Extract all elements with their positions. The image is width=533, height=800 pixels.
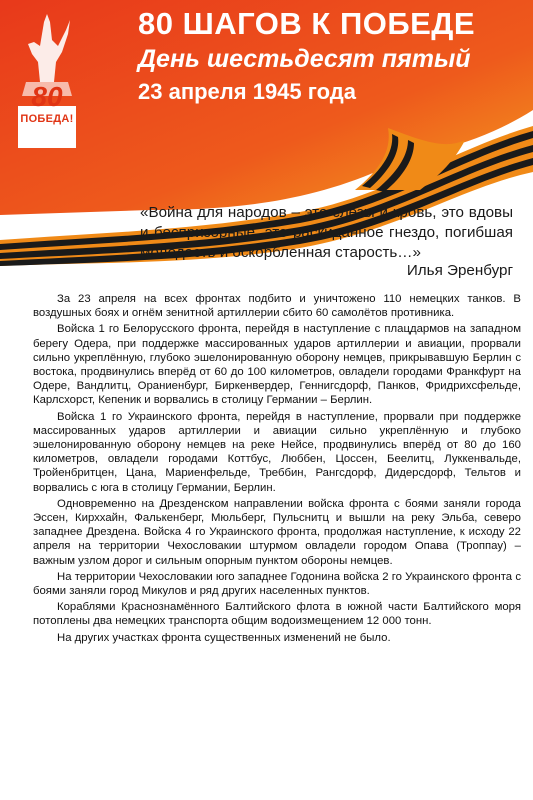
epigraph-quote: «Война для народов – это слезы и кровь, это вдовы и беспризорные, это раскиданное гнездо, погибшая молодость и оскорбленная старость…» [140, 204, 513, 261]
paragraph: Кораблями Краснознамённого Балтийского флота в южной части Балтийского моря потоплены два немецких транспорта общим водоизмещением 12 000 тонн. [33, 601, 521, 628]
paragraph: За 23 апреля на всех фронтах подбито и уничтожено 110 немецких танков. В воздушных боях и огнём зенитной артиллерии сбито 60 самолётов противника. [33, 293, 521, 320]
logo-number: 80 [31, 81, 63, 112]
paragraph: Одновременно на Дрезденском направлении войска фронта с боями заняли города Эссен, Кирххайн, Фалькенберг, Мюльберг, Пульснитц и вышли на реку Эльба, северо западнее Дрездена. Войска 4 го Украинского фронта, продолжая наступление, к исходу 22 апреля на территории Чехословакии штурмом овладели городом Опава (Троппау) – важным узлом дорог и сильным опорным пунктом обороны немцев. [33, 497, 521, 567]
paragraph: Войска 1 го Украинского фронта, перейдя в наступление, прорвали при поддержке массированных ударов артиллерии и авиации сильно укреплённую и глубоко эшелонированную оборону немцев на реке Нейсе, продвинулись вперёд от 80 до 160 километров, овладели городами Коттбус, Люббен, Цоссен, Беелитц, Луккенвальде, Тройенбритцен, Цана, Мариенфельде, Треббин, Рангсдорф, Дидерсдорф, Тельтов и ворвались с юга в столицу Германии, Берлин. [33, 410, 521, 494]
logo-word: ПОБЕДА! [20, 113, 74, 125]
page-title: 80 ШАГОВ К ПОБЕДЕ [138, 6, 476, 41]
epigraph-author: Илья Эренбург [406, 262, 513, 279]
paragraph: Войска 1 го Белорусского фронта, перейдя в наступление с плацдармов на западном берегу Одера, при поддержке массированных ударов артиллерии и авиации, прорвали сильно укреплённую, глубоко эшелонированную оборону немцев, прикрывавшую Берлин с востока, продвинулись вперёд от 60 до 100 километров, овладели городами Франкфурт на Одере, Вандлитц, Ораниенбург, Биркенвердер, Геннигсдорф, Панков, Фридрихсфельде, Карлсхорст, Кепеник и ворвались в столицу Германии – Берлин. [33, 323, 521, 407]
page-date: 23 апреля 1945 года [138, 79, 356, 104]
paragraph: На других участках фронта существенных изменений не было. [57, 631, 391, 644]
paragraph: На территории Чехословакии юго западнее Годонина войска 2 го Украинского фронта с боями заняли город Микулов и ряд других населенных пунктов. [33, 570, 521, 598]
headline [138, 6, 528, 106]
page-subtitle: День шестьдесят пятый [138, 45, 471, 73]
article-body [33, 292, 521, 647]
